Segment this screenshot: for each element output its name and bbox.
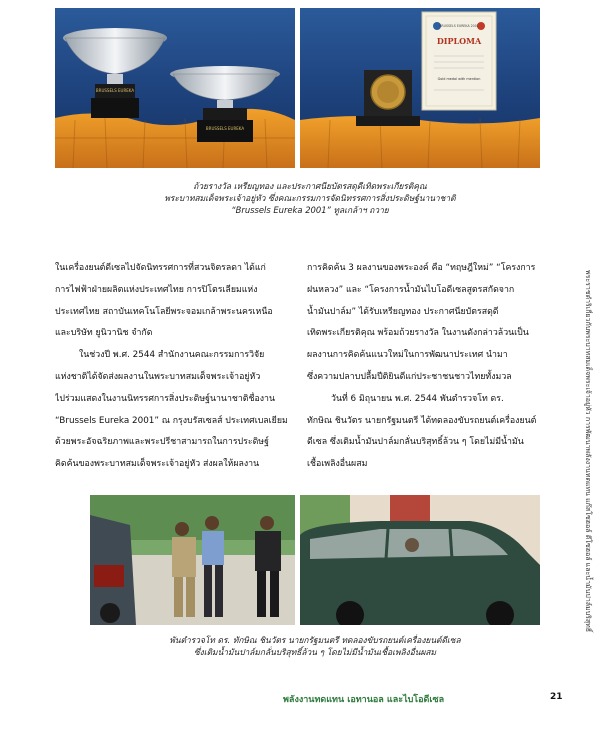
body-line: ด้วยพระอัจฉริยภาพและพระปรีชาสามารถในการประดิษฐ์ — [55, 437, 269, 448]
body-line: คิดค้นของพระบาทสมเด็จพระเจ้าอยู่หัว ส่งผลให้ผลงาน — [55, 459, 260, 470]
body-line: น้ำมันปาล์ม” ได้รับเหรียญทอง ประกาศนียบัตรสดุดี — [307, 306, 499, 317]
body-line: ดีเซล ซึ่งเติมน้ำมันปาล์มกลั่นบริสุทธิ์ล้วน ๆ โดยไม่มีน้ำมัน — [307, 437, 524, 448]
page-number: 21 — [550, 692, 563, 702]
top-caption-line: ถ้วยรางวัล เหรียญทอง และประกาศนียบัตรสดุดีเทิดพระเกียรติคุณ — [193, 181, 427, 191]
body-line: แห่งชาติได้จัดส่งผลงานในพระบาทสมเด็จพระเจ้าอยู่หัว — [55, 371, 261, 382]
top-caption-line: พระบาทสมเด็จพระเจ้าอยู่หัว ซึ่งคณะกรรมการจัดนิทรรศการสิ่งประดิษฐ์นานาชาติ — [164, 193, 456, 203]
diploma-photo — [300, 8, 540, 168]
body-line: “Brussels Eureka 2001” ณ กรุงบรัสเซลส์ ประเทศเบลเยียม — [55, 415, 288, 426]
trophy-photo — [55, 8, 295, 168]
trophy-illustration — [55, 8, 295, 168]
body-line: ในช่วงปี พ.ศ. 2544 สำนักงานคณะกรรมการวิจัย — [79, 350, 265, 361]
body-line: ประเทศไทย สถาบันเทคโนโลยีพระจอมเกล้าพระนครเหนือ — [55, 306, 273, 317]
refuel-photo — [90, 495, 295, 625]
diploma-header: BRUSSELS EUREKA 2001 — [439, 24, 479, 28]
body-line: เชื้อเพลิงอื่นผสม — [307, 459, 368, 470]
left-column — [55, 258, 295, 476]
body-line: และบริษัท ยูนิวานิช จำกัด — [55, 328, 153, 339]
body-line: ผลงานการคิดค้นแนวใหม่ในการพัฒนาประเทศ นำมา — [307, 350, 508, 361]
body-line: เทิดพระเกียรติคุณ พร้อมถ้วยรางวัล ในงานดังกล่าวล้วนเป็น — [307, 328, 529, 339]
side-running-header-text: พระราชดำริเกี่ยวกับพระบาทสมเด็จพระเจ้าอยู่หัว การพัฒนาพลังงานทดแทน แก๊สโซฮอล์ ดีโซฮอล์ และน้ำมันปาล์มบริสุทธิ์ — [584, 270, 592, 633]
body-line: วันที่ 6 มิถุนายน พ.ศ. 2544 พันตำรวจโท ดร. — [331, 393, 504, 404]
body-line: ทักษิณ ชินวัตร นายกรัฐมนตรี ได้ทดลองขับรถยนต์เครื่องยนต์ — [307, 415, 537, 426]
side-running-header — [580, 270, 594, 710]
diploma-medal-text: Gold medal with mention — [437, 77, 481, 81]
top-caption-line: “Brussels Eureka 2001” ทูลเกล้าฯ ถวาย — [231, 205, 389, 215]
diploma-title: DIPLOMA — [436, 36, 482, 46]
driving-photo — [300, 495, 540, 625]
body-line: ซึ่งความปลาบปลื้มปีติยินดีแก่ประชาชนชาวไทยทั้งมวล — [307, 371, 512, 382]
right-column — [307, 258, 543, 476]
top-photo-caption — [110, 180, 510, 216]
trophy-plaque-1: BRUSSELS EUREKA — [95, 88, 135, 93]
bottom-caption-line: ซึ่งเติมน้ำมันปาล์มกลั่นบริสุทธิ์ล้วน ๆ โดยไม่มีน้ำมันเชื้อเพลิงอื่นผสม — [193, 647, 437, 657]
body-line: ในเครื่องยนต์ดีเซลไปจัดนิทรรศการที่สวนจิตรลดา ได้แก่ — [55, 263, 266, 273]
refuel-illustration — [90, 495, 295, 625]
body-line: การไฟฟ้าฝ่ายผลิตแห่งประเทศไทย การปิโตรเลียมแห่ง — [55, 284, 258, 295]
driving-illustration — [300, 495, 540, 625]
body-line: ฝนหลวง” และ “โครงการน้ำมันไบโอดีเซลสูตรสกัดจาก — [307, 284, 515, 295]
bottom-caption-line: พันตำรวจโท ดร. ทักษิณ ชินวัตร นายกรัฐมนตรี ทดลองขับรถยนต์เครื่องยนต์ดีเซล — [169, 635, 461, 645]
trophy-plaque-2: BRUSSELS EUREKA — [205, 126, 245, 131]
body-line: ไปร่วมแสดงในงานนิทรรศการสิ่งประดิษฐ์นานาชาติชื่องาน — [55, 393, 276, 404]
body-line: การคิดค้น 3 ผลงานของพระองค์ คือ “ทฤษฎีใหม่” “โครงการ — [307, 263, 536, 273]
diploma-illustration — [300, 8, 540, 168]
bottom-photo-caption — [105, 634, 525, 658]
footer-title: พลังงานทดแทน เอทานอล และไบโอดีเซล — [283, 695, 445, 705]
